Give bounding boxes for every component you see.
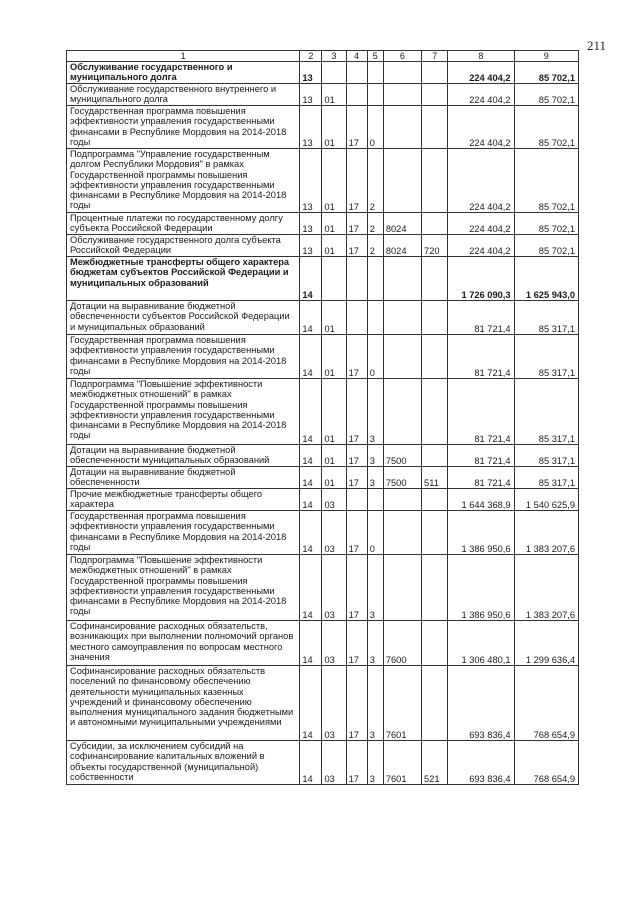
subprogram-code-cell: 3 [367,555,383,621]
amount-2015-cell: 693 836,4 [448,741,514,785]
subprogram-code-cell: 3 [367,379,383,445]
amount-2016-cell: 85 702,1 [514,149,578,213]
amount-2016-cell: 85 317,1 [514,379,578,445]
table-row [67,666,579,741]
amount-2016-cell: 1 540 625,9 [514,489,578,511]
subprogram-code-cell: 0 [367,335,383,379]
header-cell-1: 1 [67,51,300,62]
row-name-cell: Обслуживание государственного внутреннего и муниципального долга [67,84,300,106]
subsection-code-cell: 01 [322,213,346,235]
row-name-cell: Дотации на выравнивание бюджетной обеспеченности субъектов Российской Федерации и муниципальных образований [67,301,300,335]
row-name-cell: Государственная программа повышения эффективности управления государственными финансами в Республике Мордовия на 2014-2018 годы [67,335,300,379]
amount-2016-cell: 85 317,1 [514,445,578,467]
amount-2016-cell: 85 702,1 [514,213,578,235]
table-row [67,235,579,257]
direction-code-cell: 7601 [383,741,421,785]
program-code-cell: 17 [346,213,367,235]
table-row [67,467,579,489]
amount-2015-cell: 693 836,4 [448,666,514,741]
amount-2016-cell: 85 317,1 [514,467,578,489]
amount-2015-cell: 1 726 090,3 [448,257,514,301]
section-code-cell: 14 [300,467,322,489]
subsection-code-cell [322,62,346,84]
section-code-cell: 13 [300,235,322,257]
amount-2015-cell: 81 721,4 [448,379,514,445]
amount-2016-cell: 1 383 207,6 [514,555,578,621]
direction-code-cell: 7500 [383,445,421,467]
direction-code-cell [383,335,421,379]
amount-2015-cell: 224 404,2 [448,235,514,257]
section-code-cell: 14 [300,621,322,666]
subprogram-code-cell: 3 [367,741,383,785]
section-code-cell: 14 [300,301,322,335]
row-name-cell: Дотации на выравнивание бюджетной обеспеченности [67,467,300,489]
subsection-code-cell: 01 [322,84,346,106]
amount-2015-cell: 1 644 368,9 [448,489,514,511]
subprogram-code-cell: 0 [367,511,383,555]
subprogram-code-cell: 2 [367,235,383,257]
amount-2016-cell: 85 317,1 [514,335,578,379]
direction-code-cell: 8024 [383,235,421,257]
section-code-cell: 14 [300,445,322,467]
table-row [67,213,579,235]
table-row [67,301,579,335]
program-code-cell: 17 [346,335,367,379]
expense-type-code-cell [422,62,448,84]
row-name-cell: Подпрограмма "Повышение эффективности межбюджетных отношений" в рамках Государственной программы повышения эффективности управления государственными финансами в Республике Мордовия на 2014-2018 годы [67,555,300,621]
expense-type-code-cell [422,106,448,149]
amount-2015-cell: 224 404,2 [448,106,514,149]
program-code-cell [346,301,367,335]
row-name-cell: Софинансирование расходных обязательств поселений по финансовому обеспечению деятельности муниципальных казенных учреждений и финансовому обеспечению выполнения муниципального задания бюджетными и автономными муниципальными учреждениями [67,666,300,741]
program-code-cell [346,62,367,84]
subprogram-code-cell: 0 [367,106,383,149]
header-cell-5: 5 [367,51,383,62]
subsection-code-cell: 01 [322,301,346,335]
table-row [67,489,579,511]
amount-2016-cell: 85 317,1 [514,301,578,335]
program-code-cell: 17 [346,555,367,621]
amount-2016-cell: 85 702,1 [514,106,578,149]
amount-2015-cell: 1 306 480,1 [448,621,514,666]
amount-2015-cell: 81 721,4 [448,445,514,467]
subprogram-code-cell [367,489,383,511]
section-code-cell: 14 [300,257,322,301]
expense-type-code-cell [422,149,448,213]
expense-type-code-cell [422,379,448,445]
subsection-code-cell: 03 [322,555,346,621]
subsection-code-cell: 01 [322,467,346,489]
header-cell-3: 3 [322,51,346,62]
expense-type-code-cell [422,335,448,379]
section-code-cell: 14 [300,741,322,785]
subsection-code-cell [322,257,346,301]
section-code-cell: 13 [300,84,322,106]
page-number: 211 [587,38,607,53]
row-name-cell: Дотации на выравнивание бюджетной обеспеченности муниципальных образований [67,445,300,467]
expense-type-code-cell [422,213,448,235]
program-code-cell: 17 [346,106,367,149]
table-row [67,106,579,149]
subsection-code-cell: 01 [322,445,346,467]
section-code-cell: 14 [300,335,322,379]
header-cell-2: 2 [300,51,322,62]
program-code-cell: 17 [346,511,367,555]
amount-2015-cell: 81 721,4 [448,467,514,489]
direction-code-cell [383,149,421,213]
table-row [67,149,579,213]
direction-code-cell: 7601 [383,666,421,741]
table-row [67,62,579,84]
direction-code-cell [383,379,421,445]
header-cell-4: 4 [346,51,367,62]
subsection-code-cell: 03 [322,511,346,555]
table-row [67,511,579,555]
subprogram-code-cell: 2 [367,213,383,235]
section-code-cell: 14 [300,555,322,621]
expense-type-code-cell [422,489,448,511]
program-code-cell: 17 [346,621,367,666]
table-row [67,379,579,445]
amount-2015-cell: 224 404,2 [448,84,514,106]
program-code-cell: 17 [346,149,367,213]
row-name-cell: Процентные платежи по государственному долгу субъекта Российской Федерации [67,213,300,235]
section-code-cell: 14 [300,489,322,511]
program-code-cell: 17 [346,235,367,257]
row-name-cell: Софинансирование расходных обязательств, возникающих при выполнении полномочий органов местного самоуправления по вопросам местного значения [67,621,300,666]
direction-code-cell [383,489,421,511]
direction-code-cell [383,106,421,149]
amount-2016-cell: 1 383 207,6 [514,511,578,555]
amount-2016-cell: 768 654,9 [514,666,578,741]
direction-code-cell [383,257,421,301]
table-row [67,257,579,301]
expense-type-code-cell: 720 [422,235,448,257]
amount-2015-cell: 81 721,4 [448,301,514,335]
row-name-cell: Прочие межбюджетные трансферты общего характера [67,489,300,511]
budget-table-body [67,51,579,785]
header-cell-8: 8 [448,51,514,62]
subprogram-code-cell: 3 [367,621,383,666]
direction-code-cell [383,84,421,106]
direction-code-cell: 7500 [383,467,421,489]
table-row [67,555,579,621]
expense-type-code-cell [422,445,448,467]
subprogram-code-cell: 3 [367,445,383,467]
row-name-cell: Субсидии, за исключением субсидий на софинансирование капитальных вложений в объекты государственной (муниципальной) собственности [67,741,300,785]
row-name-cell: Государственная программа повышения эффективности управления государственными финансами в Республике Мордовия на 2014-2018 годы [67,106,300,149]
program-code-cell [346,489,367,511]
header-cell-7: 7 [422,51,448,62]
subsection-code-cell: 01 [322,106,346,149]
amount-2015-cell: 81 721,4 [448,335,514,379]
amount-2016-cell: 1 625 943,0 [514,257,578,301]
direction-code-cell [383,511,421,555]
amount-2015-cell: 224 404,2 [448,62,514,84]
table-row [67,741,579,785]
subsection-code-cell: 03 [322,621,346,666]
budget-table [66,50,579,785]
amount-2016-cell: 85 702,1 [514,84,578,106]
section-code-cell: 13 [300,62,322,84]
section-code-cell: 14 [300,379,322,445]
expense-type-code-cell: 511 [422,467,448,489]
section-code-cell: 14 [300,666,322,741]
direction-code-cell [383,301,421,335]
section-code-cell: 14 [300,511,322,555]
program-code-cell: 17 [346,467,367,489]
direction-code-cell [383,62,421,84]
expense-type-code-cell [422,84,448,106]
direction-code-cell: 8024 [383,213,421,235]
section-code-cell: 13 [300,106,322,149]
program-code-cell: 17 [346,666,367,741]
amount-2016-cell: 768 654,9 [514,741,578,785]
expense-type-code-cell: 521 [422,741,448,785]
amount-2015-cell: 1 386 950,6 [448,555,514,621]
subsection-code-cell: 03 [322,666,346,741]
expense-type-code-cell [422,555,448,621]
subsection-code-cell: 03 [322,489,346,511]
subsection-code-cell: 01 [322,149,346,213]
amount-2016-cell: 85 702,1 [514,235,578,257]
expense-type-code-cell [422,666,448,741]
amount-2015-cell: 1 386 950,6 [448,511,514,555]
expense-type-code-cell [422,301,448,335]
table-header-row [67,51,579,62]
header-cell-6: 6 [383,51,421,62]
subsection-code-cell: 01 [322,235,346,257]
subsection-code-cell: 01 [322,335,346,379]
table-row [67,621,579,666]
row-name-cell: Обслуживание государственного долга субъекта Российской Федерации [67,235,300,257]
subprogram-code-cell [367,301,383,335]
row-name-cell: Подпрограмма "Повышение эффективности межбюджетных отношений" в рамках Государственной программы повышения эффективности управления государственными финансами в Республике Мордовия на 2014-2018 годы [67,379,300,445]
row-name-cell: Межбюджетные трансферты общего характера бюджетам субъектов Российской Федерации и муниципальных образований [67,257,300,301]
subprogram-code-cell: 2 [367,149,383,213]
amount-2016-cell: 1 299 636,4 [514,621,578,666]
program-code-cell: 17 [346,741,367,785]
subprogram-code-cell: 3 [367,467,383,489]
table-row [67,335,579,379]
subprogram-code-cell: 3 [367,666,383,741]
amount-2016-cell: 85 702,1 [514,62,578,84]
table-row [67,445,579,467]
amount-2015-cell: 224 404,2 [448,149,514,213]
section-code-cell: 13 [300,149,322,213]
row-name-cell: Обслуживание государственного и муниципального долга [67,62,300,84]
row-name-cell: Государственная программа повышения эффективности управления государственными финансами в Республике Мордовия на 2014-2018 годы [67,511,300,555]
program-code-cell: 17 [346,379,367,445]
subsection-code-cell: 03 [322,741,346,785]
row-name-cell: Подпрограмма "Управление государственным долгом Республики Мордовия" в рамках Государственной программы повышения эффективности управления государственными финансами в Республике Мордовия на 2014-2018 годы [67,149,300,213]
amount-2015-cell: 224 404,2 [448,213,514,235]
expense-type-code-cell [422,257,448,301]
program-code-cell: 17 [346,445,367,467]
section-code-cell: 13 [300,213,322,235]
expense-type-code-cell [422,621,448,666]
subsection-code-cell: 01 [322,379,346,445]
header-cell-9: 9 [514,51,578,62]
direction-code-cell: 7600 [383,621,421,666]
direction-code-cell [383,555,421,621]
subprogram-code-cell [367,62,383,84]
expense-type-code-cell [422,511,448,555]
program-code-cell [346,84,367,106]
subprogram-code-cell [367,84,383,106]
program-code-cell [346,257,367,301]
subprogram-code-cell [367,257,383,301]
table-row [67,84,579,106]
